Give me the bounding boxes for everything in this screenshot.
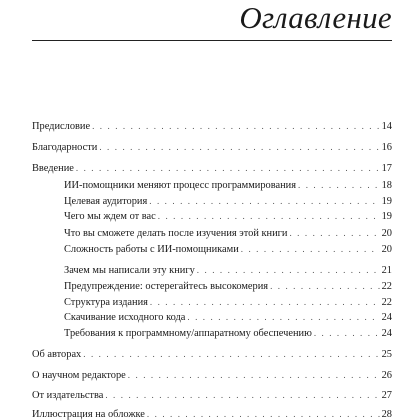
toc-entry-audience[interactable] bbox=[64, 195, 392, 208]
dot-leader bbox=[187, 311, 379, 324]
toc-page-number: 17 bbox=[381, 163, 392, 174]
toc-entry-ai-assistants[interactable] bbox=[64, 179, 392, 192]
toc-entry-label: Предисловие bbox=[32, 121, 91, 132]
dot-leader bbox=[76, 162, 380, 175]
dot-leader bbox=[270, 280, 380, 293]
toc-entry-label: От издательства bbox=[32, 390, 104, 401]
toc-page-number: 16 bbox=[381, 142, 392, 153]
toc-entry-label: Целевая аудитория bbox=[64, 196, 148, 207]
dot-leader bbox=[241, 243, 380, 256]
toc-page-number: 26 bbox=[381, 370, 392, 381]
toc-entry-outcomes[interactable] bbox=[64, 227, 392, 240]
dot-leader bbox=[150, 296, 380, 309]
toc-entry-cover-illustration[interactable] bbox=[32, 408, 392, 420]
toc-entry-label: Введение bbox=[32, 163, 74, 174]
dot-leader bbox=[149, 195, 379, 208]
toc-page-number: 14 bbox=[381, 121, 392, 132]
toc-page-number: 20 bbox=[381, 244, 392, 255]
toc-entry-structure[interactable] bbox=[64, 296, 392, 309]
dot-leader bbox=[128, 369, 380, 382]
toc-entry-source-code[interactable] bbox=[64, 311, 392, 324]
toc-entry-expectations[interactable] bbox=[64, 210, 392, 223]
toc-entry-difficulty[interactable] bbox=[64, 243, 392, 256]
dot-leader bbox=[314, 327, 380, 340]
toc-entry-label: Сложность работы с ИИ-помощниками bbox=[64, 244, 239, 255]
toc-page-number: 27 bbox=[381, 390, 392, 401]
dot-leader bbox=[289, 227, 379, 240]
toc-entry-why-written[interactable] bbox=[64, 264, 392, 277]
toc-entry-label: Зачем мы написали эту книгу bbox=[64, 265, 195, 276]
table-of-contents bbox=[32, 0, 392, 420]
toc-entry-introduction[interactable] bbox=[32, 162, 392, 175]
toc-entry-label: Скачивание исходного кода bbox=[64, 312, 186, 323]
dot-leader bbox=[197, 264, 380, 277]
dot-leader bbox=[83, 348, 379, 361]
toc-entry-label: Иллюстрация на обложке bbox=[32, 409, 145, 420]
toc-entry-authors[interactable] bbox=[32, 348, 392, 361]
toc-entry-publisher[interactable] bbox=[32, 389, 392, 402]
dot-leader bbox=[105, 389, 379, 402]
toc-page-number: 19 bbox=[381, 196, 392, 207]
toc-entry-label: Предупреждение: остерегайтесь высокомерия bbox=[64, 281, 269, 292]
toc-entry-label: О научном редакторе bbox=[32, 370, 126, 381]
toc-page-number: 24 bbox=[381, 328, 392, 339]
dot-leader bbox=[158, 210, 380, 223]
toc-entry-label: Структура издания bbox=[64, 297, 148, 308]
toc-page-number: 22 bbox=[381, 281, 392, 292]
toc-entry-acknowledgements[interactable] bbox=[32, 141, 392, 154]
toc-page-number: 19 bbox=[381, 211, 392, 222]
toc-page-number: 25 bbox=[381, 349, 392, 360]
toc-entry-label: Об авторах bbox=[32, 349, 82, 360]
toc-entry-warning[interactable] bbox=[64, 280, 392, 293]
toc-entry-preface[interactable] bbox=[32, 120, 392, 133]
toc-page-number: 22 bbox=[381, 297, 392, 308]
toc-entry-requirements[interactable] bbox=[64, 327, 392, 340]
toc-entry-label: Что вы сможете делать после изучения этой книги bbox=[64, 228, 288, 239]
toc-page-number: 18 bbox=[381, 180, 392, 191]
toc-entry-label: Чего мы ждем от вас bbox=[64, 211, 156, 222]
page-title: Оглавление bbox=[239, 0, 392, 35]
dot-leader bbox=[92, 120, 380, 133]
toc-entry-label: ИИ-помощники меняют процесс программирования bbox=[64, 180, 297, 191]
toc-entry-science-editor[interactable] bbox=[32, 369, 392, 382]
dot-leader bbox=[298, 179, 380, 192]
toc-page-number: 24 bbox=[381, 312, 392, 323]
toc-entry-label: Благодарности bbox=[32, 142, 98, 153]
toc-page-number: 20 bbox=[381, 228, 392, 239]
toc-page-number: 21 bbox=[381, 265, 392, 276]
dot-leader bbox=[147, 408, 380, 420]
toc-entry-label: Требования к программному/аппаратному обеспечению bbox=[64, 328, 312, 339]
toc-page-number: 28 bbox=[381, 409, 392, 420]
dot-leader bbox=[99, 141, 379, 154]
